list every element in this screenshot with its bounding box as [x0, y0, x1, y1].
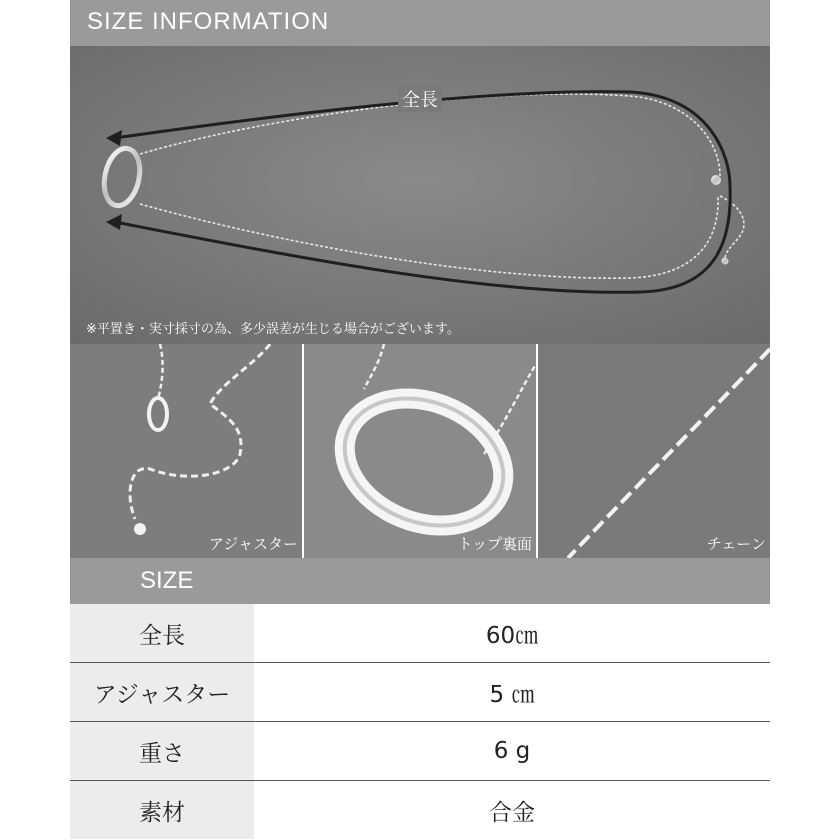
thumbnail-chain [538, 344, 770, 558]
row-value: 60㎝ [485, 622, 539, 649]
thumbnail-label: チェーン [706, 535, 766, 553]
content-column [70, 0, 770, 840]
row-label: 素材 [70, 781, 254, 839]
product-photo-full-length [70, 46, 770, 344]
row-label: アジャスター [70, 663, 254, 721]
detail-thumbnails [70, 344, 770, 558]
row-value: 5 ㎝ [489, 681, 535, 708]
thumbnail-adjuster [70, 344, 302, 558]
thumbnail-top-back [304, 344, 536, 558]
header-title: SIZE INFORMATION [87, 8, 330, 35]
table-row [70, 663, 770, 722]
pendant-back-photo [304, 344, 536, 558]
table-row [70, 722, 770, 781]
row-label: 重さ [70, 722, 254, 780]
thumbnail-label: アジャスター [208, 535, 298, 553]
chain-closeup-photo [538, 344, 770, 558]
row-value: 6 g [493, 738, 531, 764]
total-length-label: 全長 [398, 86, 442, 112]
row-value: 合金 [489, 799, 535, 826]
size-section-header [70, 558, 770, 604]
clasp [711, 175, 721, 185]
adjuster-photo [70, 344, 302, 558]
size-information-header [70, 0, 770, 46]
measurement-note: ※平置き・実寸採寸の為、多少誤差が生じる場合がございます。 [86, 322, 460, 337]
row-label: 全長 [70, 604, 254, 662]
extender-bead [722, 258, 729, 265]
table-row [70, 781, 770, 839]
size-table [70, 604, 770, 840]
size-title: SIZE [140, 567, 194, 594]
table-row [70, 604, 770, 663]
thumbnail-label: トップ裏面 [457, 535, 532, 553]
